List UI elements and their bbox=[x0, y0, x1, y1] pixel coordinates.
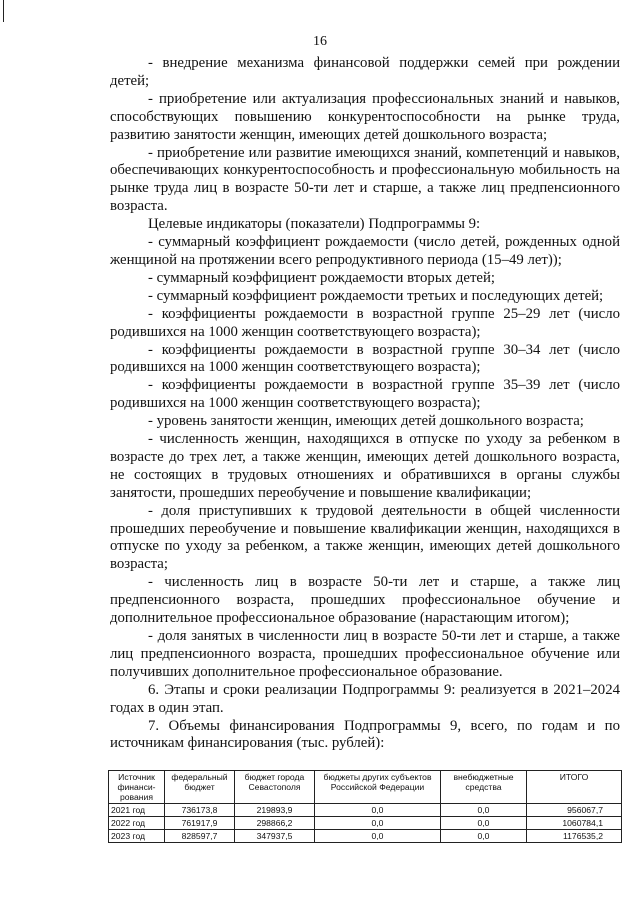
paragraph: - приобретение или развитие имеющихся знаний, компетенций и навыков, обеспечивающих конкурентоспособность и профессиональную мобильность на рынке труда лиц в возрасте 50-ти лет и старше, а также лиц предпенсионного возраста. bbox=[110, 144, 620, 215]
table-cell: 0,0 bbox=[315, 804, 441, 817]
table-cell: 0,0 bbox=[315, 817, 441, 830]
paragraph: - доля приступивших к трудовой деятельности в общей численности прошедших переобучение и повышение квалификации женщин, находящихся в отпуске по уходу за ребенком, а также женщин, имеющих детей дошкольного возраста; bbox=[110, 502, 620, 573]
table-row bbox=[109, 830, 622, 843]
paragraph: - численность женщин, находящихся в отпуске по уходу за ребенком в возрасте до трех лет, а также женщин, имеющих детей дошкольного возраста, не состоящих в трудовых отношениях и обратившихся в органы службы занятости, прошедших переобучение и повышение квалификации; bbox=[110, 431, 620, 501]
table-cell: 0,0 bbox=[315, 830, 441, 843]
table-cell: 0,0 bbox=[441, 830, 527, 843]
scan-edge-mark bbox=[3, 0, 4, 22]
financing-table bbox=[108, 770, 622, 843]
table-cell: 347937,5 bbox=[235, 830, 315, 843]
table-header-cell: бюджеты других субъектов Российской Федерации bbox=[315, 771, 441, 804]
table-row bbox=[109, 804, 622, 817]
table-cell: 956067,7 bbox=[527, 804, 622, 817]
paragraph: - коэффициенты рождаемости в возрастной группе 35–39 лет (число родившихся на 1000 женщин соответствующего возраста); bbox=[110, 377, 620, 412]
table-header-cell: внебюджетные средства bbox=[441, 771, 527, 804]
table-row bbox=[109, 817, 622, 830]
table-cell: 761917,9 bbox=[165, 817, 235, 830]
paragraph: - доля занятых в численности лиц в возрасте 50-ти лет и старше, а также лиц предпенсионного возраста, прошедших профессиональное обучение или получивших дополнительное профессиональное образование. bbox=[110, 628, 620, 680]
paragraph: - внедрение механизма финансовой поддержки семей при рождении детей; bbox=[110, 55, 620, 89]
table-cell: 736173,8 bbox=[165, 804, 235, 817]
paragraph: - суммарный коэффициент рождаемости третьих и последующих детей; bbox=[148, 287, 604, 304]
table-header-cell: ИТОГО bbox=[527, 771, 622, 804]
table-header-cell: федеральный бюджет bbox=[165, 771, 235, 804]
paragraph: Целевые индикаторы (показатели) Подпрограммы 9: bbox=[148, 216, 481, 233]
table-cell: 219893,9 bbox=[235, 804, 315, 817]
table-header-cell: Источник финанси-рования bbox=[109, 771, 165, 804]
table-cell: 828597,7 bbox=[165, 830, 235, 843]
table-cell: 298866,2 bbox=[235, 817, 315, 830]
paragraph: - численность лиц в возрасте 50-ти лет и старше, а также лиц предпенсионного возраста, прошедших профессиональное обучение и дополнительное профессиональное образование (нарастающим итогом); bbox=[110, 574, 620, 627]
table-cell: 1176535,2 bbox=[527, 830, 622, 843]
document-body bbox=[110, 55, 620, 753]
table-header-row bbox=[109, 771, 622, 804]
table-cell: 0,0 bbox=[441, 804, 527, 817]
table-cell: 0,0 bbox=[441, 817, 527, 830]
table-cell: 2021 год bbox=[109, 804, 165, 817]
paragraph: - коэффициенты рождаемости в возрастной группе 25–29 лет (число родившихся на 1000 женщин соответствующего возраста); bbox=[110, 305, 620, 340]
table-cell: 2023 год bbox=[109, 830, 165, 843]
table-header-cell: бюджет города Севастополя bbox=[235, 771, 315, 804]
paragraph: 6. Этапы и сроки реализации Подпрограммы 9: реализуется в 2021–2024 годах в один этап. bbox=[110, 681, 620, 716]
paragraph: - приобретение или актуализация профессиональных знаний и навыков, способствующих повышению конкурентоспособности на рынке труда, развитию занятости женщин, имеющих детей дошкольного возраста; bbox=[110, 90, 620, 143]
paragraph: 7. Объемы финансирования Подпрограммы 9, всего, по годам и по источникам финансирования (тыс. рублей): bbox=[110, 717, 620, 752]
table-cell: 1060784,1 bbox=[527, 817, 622, 830]
paragraph: - уровень занятости женщин, имеющих детей дошкольного возраста; bbox=[148, 413, 584, 430]
table-cell: 2022 год bbox=[109, 817, 165, 830]
page-number: 16 bbox=[313, 34, 327, 49]
paragraph: - суммарный коэффициент рождаемости (число детей, рожденных одной женщиной на протяжении всего репродуктивного периода (15–49 лет)); bbox=[110, 234, 620, 268]
paragraph: - коэффициенты рождаемости в возрастной группе 30–34 лет (число родившихся на 1000 женщин соответствующего возраста); bbox=[110, 341, 620, 376]
paragraph: - суммарный коэффициент рождаемости вторых детей; bbox=[148, 269, 496, 286]
